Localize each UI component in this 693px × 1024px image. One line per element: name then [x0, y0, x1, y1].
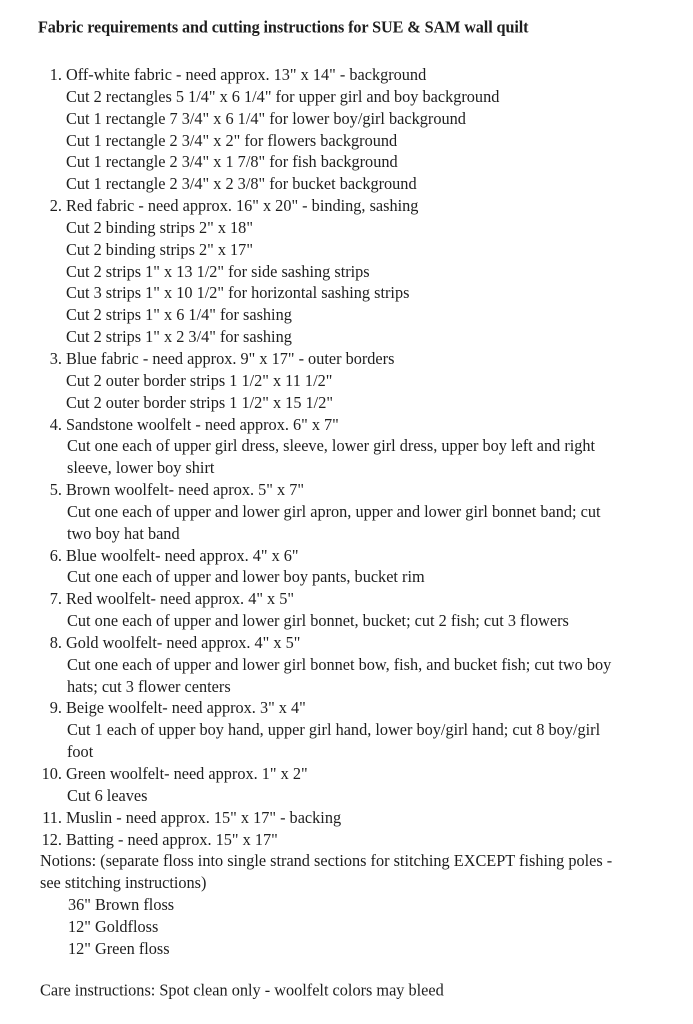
item-number: 11. [42, 806, 62, 827]
item-number: 6. [49, 544, 62, 565]
item-heading: Beige woolfelt- need approx. 3" x 4" [66, 697, 306, 718]
item-number: 4. [49, 413, 62, 434]
item-number: 3. [49, 348, 62, 368]
cut-instruction: Cut 2 strips 1" x 2 3/4" for sashing [66, 326, 292, 347]
item-heading: Red woolfelt- need approx. 4" x 5" [66, 588, 295, 609]
item-number: 2. [49, 195, 62, 216]
fabric-list [38, 63, 688, 959]
cut-instruction: Cut 1 rectangle 7 3/4" x 6 1/4" for lower boy/girl background [66, 107, 466, 128]
cut-instruction: Cut 2 strips 1" x 13 1/2" for side sashing strips [66, 260, 370, 281]
care-instructions: Care instructions: Spot clean only - woolfelt colors may bleed [40, 980, 444, 1000]
cut-instruction: Cut 2 outer border strips 1 1/2" x 11 1/2" [66, 369, 333, 390]
item-number: 10. [41, 763, 62, 783]
cut-instruction: Cut 2 binding strips 2" x 18" [66, 216, 253, 237]
item-heading: Blue woolfelt- need approx. 4" x 6" [66, 544, 299, 565]
cut-instruction: Cut one each of upper girl dress, sleeve, lower girl dress, upper boy left and right [67, 435, 596, 456]
fabric-item-9 [38, 696, 688, 762]
fabric-item-8 [38, 631, 688, 697]
fabric-item-4 [38, 413, 688, 479]
item-heading: Gold woolfelt- need approx. 4" x 5" [66, 631, 301, 652]
item-number: 8. [49, 631, 62, 652]
cut-instruction: Cut one each of upper and lower boy pants, bucket rim [67, 566, 425, 587]
cut-instruction: Cut one each of upper and lower girl apron, upper and lower girl bonnet band; cut [67, 500, 601, 521]
document-title: Fabric requirements and cutting instructions for SUE & SAM wall quilt [38, 18, 529, 37]
cut-instruction-continued: hats; cut 3 flower centers [67, 675, 231, 696]
item-heading: Muslin - need approx. 15" x 17" - backing [66, 806, 342, 827]
floss-item: 12" Goldfloss [68, 915, 159, 936]
fabric-item-12 [38, 828, 688, 850]
cut-instruction: Cut 2 outer border strips 1 1/2" x 15 1/2" [66, 391, 333, 412]
fabric-item-7 [38, 587, 688, 631]
cut-instruction: Cut 2 binding strips 2" x 17" [66, 238, 253, 259]
floss-item: 36" Brown floss [68, 894, 175, 915]
cut-instruction: Cut 2 rectangles 5 1/4" x 6 1/4" for upper girl and boy background [66, 85, 500, 106]
cut-instruction: Cut one each of upper and lower girl bonnet bow, fish, and bucket fish; cut two boy [67, 653, 612, 674]
item-number: 1. [49, 64, 62, 84]
item-heading: Green woolfelt- need approx. 1" x 2" [66, 763, 308, 783]
cut-instruction: Cut 3 strips 1" x 10 1/2" for horizontal sashing strips [66, 282, 410, 303]
cut-instruction: Cut 1 rectangle 2 3/4" x 1 7/8" for fish background [66, 151, 398, 172]
item-heading: Batting - need approx. 15" x 17" [66, 828, 278, 849]
cut-instruction: Cut one each of upper and lower girl bonnet, bucket; cut 2 fish; cut 3 flowers [67, 610, 569, 631]
cut-instruction: Cut 2 strips 1" x 6 1/4" for sashing [66, 304, 292, 325]
cut-instruction: Cut 1 rectangle 2 3/4" x 2" for flowers background [66, 129, 398, 150]
cut-instruction-continued: foot [67, 741, 94, 762]
item-number: 7. [49, 588, 62, 609]
floss-item: 12" Green floss [68, 937, 170, 958]
notions-section [38, 849, 688, 958]
notions-text: Notions: (separate floss into single strand sections for stitching EXCEPT fishing poles - [40, 850, 613, 871]
cut-instruction: Cut 1 each of upper boy hand, upper girl hand, lower boy/girl hand; cut 8 boy/girl [67, 719, 601, 740]
fabric-item-2 [38, 194, 688, 347]
cut-instruction: Cut 1 rectangle 2 3/4" x 2 3/8" for bucket background [66, 173, 417, 194]
cut-instruction-continued: sleeve, lower boy shirt [67, 457, 215, 478]
fabric-item-1 [38, 63, 688, 194]
cut-instruction: Cut 6 leaves [67, 784, 148, 805]
cut-instruction-continued: two boy hat band [67, 522, 180, 543]
item-number: 5. [49, 479, 62, 500]
fabric-item-10 [38, 762, 688, 806]
item-heading: Red fabric - need approx. 16" x 20" - binding, sashing [66, 195, 419, 216]
fabric-item-5 [38, 478, 688, 544]
item-heading: Sandstone woolfelt - need approx. 6" x 7" [66, 413, 339, 434]
item-heading: Off-white fabric - need approx. 13" x 14" - background [66, 64, 427, 84]
item-heading: Brown woolfelt- need aprox. 5" x 7" [66, 479, 305, 500]
item-number: 12. [41, 828, 62, 849]
fabric-item-3 [38, 347, 688, 413]
fabric-item-11 [38, 806, 688, 828]
item-heading: Blue fabric - need approx. 9" x 17" - outer borders [66, 348, 395, 368]
fabric-item-6 [38, 544, 688, 588]
item-number: 9. [49, 697, 62, 718]
notions-text-continued: see stitching instructions) [40, 872, 207, 893]
